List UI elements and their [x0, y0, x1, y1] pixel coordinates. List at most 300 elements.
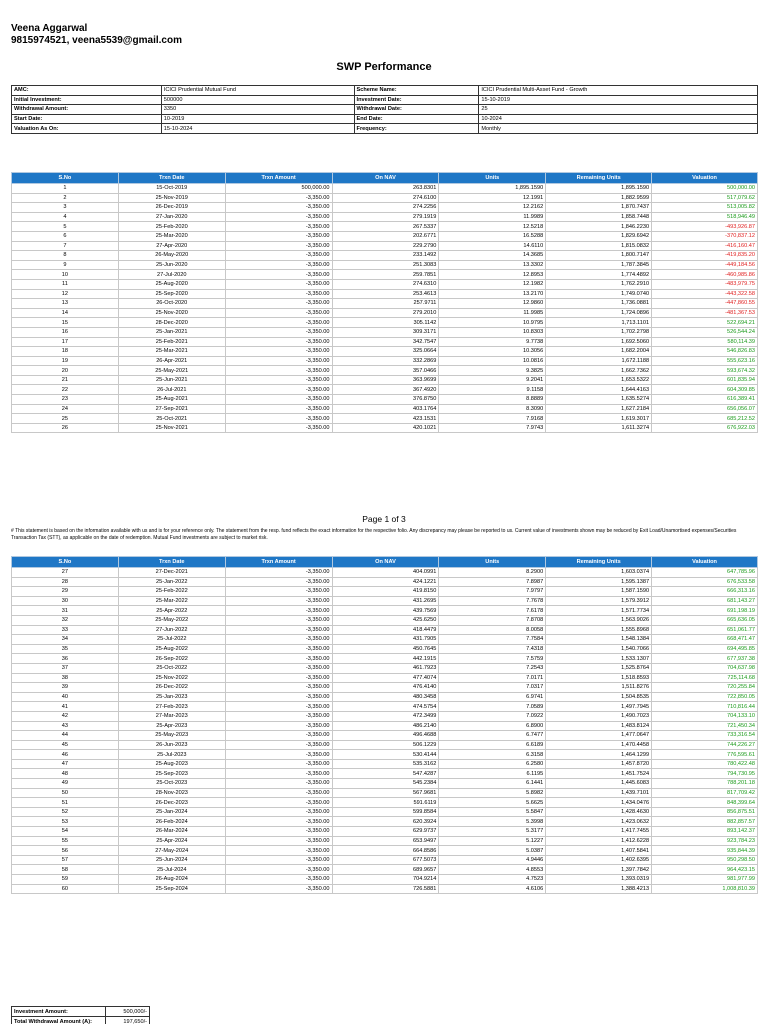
units-cell: 12.8953: [439, 270, 546, 280]
remaining-units-cell: 1,611.3274: [546, 423, 652, 433]
sno-cell: 45: [12, 740, 119, 750]
sno-cell: 32: [12, 615, 119, 625]
valuation-cell: 676,922.03: [652, 423, 758, 433]
sno-cell: 16: [12, 327, 119, 337]
units-cell: 5.5847: [439, 807, 546, 817]
units-cell: 7.5759: [439, 654, 546, 664]
trxn-amount-cell: -3,350.00: [225, 779, 332, 789]
info-label: Investment Date:: [354, 95, 479, 105]
trxn-amount-cell: -3,350.00: [225, 251, 332, 261]
nav-cell: 476.4140: [332, 683, 439, 693]
summary-label: Investment Amount:: [12, 1007, 106, 1017]
remaining-units-cell: 1,692.5060: [546, 337, 652, 347]
units-cell: 6.3158: [439, 750, 546, 760]
remaining-units-cell: 1,423.0632: [546, 817, 652, 827]
remaining-units-cell: 1,548.1384: [546, 635, 652, 645]
units-cell: 6.1195: [439, 769, 546, 779]
units-cell: 7.8708: [439, 615, 546, 625]
units-cell: 7.0317: [439, 683, 546, 693]
trxn-date-cell: 25-Feb-2020: [118, 222, 225, 232]
valuation-cell: 593,674.32: [652, 366, 758, 376]
trxn-date-cell: 15-Oct-2019: [118, 184, 225, 194]
trxn-amount-cell: -3,350.00: [225, 385, 332, 395]
nav-cell: 461.7923: [332, 663, 439, 673]
trxn-date-cell: 25-Aug-2021: [118, 395, 225, 405]
info-label: Frequency:: [354, 124, 479, 134]
remaining-units-cell: 1,504.8535: [546, 692, 652, 702]
units-cell: 6.6189: [439, 740, 546, 750]
units-cell: 9.3825: [439, 366, 546, 376]
column-header: Trxn Amount: [225, 173, 332, 184]
trxn-amount-cell: -3,350.00: [225, 395, 332, 405]
trxn-amount-cell: -3,350.00: [225, 759, 332, 769]
sno-cell: 52: [12, 807, 119, 817]
trxn-date-cell: 25-Nov-2022: [118, 673, 225, 683]
sno-cell: 42: [12, 711, 119, 721]
valuation-cell: 580,114.39: [652, 337, 758, 347]
nav-cell: 274.2256: [332, 203, 439, 213]
sno-cell: 43: [12, 721, 119, 731]
units-cell: 11.9989: [439, 212, 546, 222]
remaining-units-cell: 1,518.8593: [546, 673, 652, 683]
nav-cell: 545.2384: [332, 779, 439, 789]
remaining-units-cell: 1,445.6083: [546, 779, 652, 789]
valuation-cell: 704,637.98: [652, 663, 758, 673]
valuation-cell: -481,367.53: [652, 308, 758, 318]
nav-cell: 403.1764: [332, 404, 439, 414]
column-header: Trxn Date: [118, 557, 225, 568]
trxn-date-cell: 25-Apr-2024: [118, 836, 225, 846]
trxn-amount-cell: -3,350.00: [225, 596, 332, 606]
units-cell: 7.2543: [439, 663, 546, 673]
trxn-date-cell: 27-Mar-2023: [118, 711, 225, 721]
valuation-cell: 676,533.58: [652, 577, 758, 587]
valuation-cell: 733,316.54: [652, 731, 758, 741]
table-row: [12, 587, 758, 597]
remaining-units-cell: 1,662.7362: [546, 366, 652, 376]
transactions-table-page-2: [11, 556, 758, 894]
sno-cell: 55: [12, 836, 119, 846]
units-cell: 4.8553: [439, 865, 546, 875]
sno-cell: 37: [12, 663, 119, 673]
units-cell: 1,895.1590: [439, 184, 546, 194]
trxn-amount-cell: -3,350.00: [225, 193, 332, 203]
trxn-date-cell: 25-Jan-2023: [118, 692, 225, 702]
table-row: [12, 817, 758, 827]
sno-cell: 44: [12, 731, 119, 741]
remaining-units-cell: 1,858.7448: [546, 212, 652, 222]
nav-cell: 376.8750: [332, 395, 439, 405]
table-row: [12, 423, 758, 433]
nav-cell: 404.0991: [332, 568, 439, 578]
trxn-amount-cell: -3,350.00: [225, 423, 332, 433]
column-header: Valuation: [652, 173, 758, 184]
sno-cell: 8: [12, 251, 119, 261]
units-cell: 7.0589: [439, 702, 546, 712]
remaining-units-cell: 1,540.7066: [546, 644, 652, 654]
valuation-cell: 694,495.85: [652, 644, 758, 654]
table-row: [12, 615, 758, 625]
table-row: [12, 673, 758, 683]
valuation-cell: 710,816.44: [652, 702, 758, 712]
trxn-amount-cell: -3,350.00: [225, 855, 332, 865]
trxn-amount-cell: -3,350.00: [225, 865, 332, 875]
sno-cell: 17: [12, 337, 119, 347]
trxn-amount-cell: -3,350.00: [225, 587, 332, 597]
table-row: [12, 865, 758, 875]
trxn-amount-cell: -3,350.00: [225, 212, 332, 222]
table-row: [12, 289, 758, 299]
trxn-amount-cell: -3,350.00: [225, 375, 332, 385]
valuation-cell: 893,142.37: [652, 827, 758, 837]
table-row: [12, 251, 758, 261]
nav-cell: 431.2695: [332, 596, 439, 606]
nav-cell: 279.1919: [332, 212, 439, 222]
valuation-cell: 681,143.27: [652, 596, 758, 606]
trxn-amount-cell: -3,350.00: [225, 414, 332, 424]
table-row: [12, 875, 758, 885]
nav-cell: 477.4074: [332, 673, 439, 683]
valuation-cell: 656,056.07: [652, 404, 758, 414]
trxn-date-cell: 25-Nov-2020: [118, 308, 225, 318]
info-label: Scheme Name:: [354, 86, 479, 96]
trxn-date-cell: 25-Nov-2021: [118, 423, 225, 433]
trxn-date-cell: 25-May-2023: [118, 731, 225, 741]
trxn-amount-cell: -3,350.00: [225, 279, 332, 289]
trxn-date-cell: 25-Oct-2021: [118, 414, 225, 424]
remaining-units-cell: 1,672.1188: [546, 356, 652, 366]
units-cell: 4.9446: [439, 855, 546, 865]
sno-cell: 47: [12, 759, 119, 769]
trxn-date-cell: 27-Jun-2022: [118, 625, 225, 635]
remaining-units-cell: 1,713.1101: [546, 318, 652, 328]
units-cell: 5.0387: [439, 846, 546, 856]
nav-cell: 535.3162: [332, 759, 439, 769]
units-cell: 10.0816: [439, 356, 546, 366]
nav-cell: 439.7569: [332, 606, 439, 616]
table-row: [12, 644, 758, 654]
remaining-units-cell: 1,736.0881: [546, 299, 652, 309]
sno-cell: 53: [12, 817, 119, 827]
remaining-units-cell: 1,464.1299: [546, 750, 652, 760]
table-row: [12, 222, 758, 232]
trxn-amount-cell: 500,000.00: [225, 184, 332, 194]
valuation-cell: 722,850.05: [652, 692, 758, 702]
info-row: [12, 86, 758, 96]
units-cell: 12.9860: [439, 299, 546, 309]
remaining-units-cell: 1,579.3912: [546, 596, 652, 606]
valuation-cell: -447,860.55: [652, 299, 758, 309]
trxn-amount-cell: -3,350.00: [225, 875, 332, 885]
table-row: [12, 846, 758, 856]
sno-cell: 50: [12, 788, 119, 798]
table-row: [12, 711, 758, 721]
info-label: AMC:: [12, 86, 162, 96]
trxn-date-cell: 25-Jul-2023: [118, 750, 225, 760]
table-row: [12, 702, 758, 712]
info-label: End Date:: [354, 114, 479, 124]
trxn-amount-cell: -3,350.00: [225, 836, 332, 846]
info-label: Withdrawal Amount:: [12, 105, 162, 115]
units-cell: 7.7584: [439, 635, 546, 645]
valuation-cell: 604,309.85: [652, 385, 758, 395]
remaining-units-cell: 1,533.1307: [546, 654, 652, 664]
sno-cell: 26: [12, 423, 119, 433]
units-cell: 9.2041: [439, 375, 546, 385]
trxn-date-cell: 25-Sep-2024: [118, 884, 225, 894]
remaining-units-cell: 1,815.0832: [546, 241, 652, 251]
trxn-amount-cell: -3,350.00: [225, 692, 332, 702]
remaining-units-cell: 1,800.7147: [546, 251, 652, 261]
page-title: SWP Performance: [336, 61, 432, 73]
nav-cell: 332.2869: [332, 356, 439, 366]
sno-cell: 59: [12, 875, 119, 885]
sno-cell: 25: [12, 414, 119, 424]
trxn-date-cell: 26-Aug-2024: [118, 875, 225, 885]
column-header: Units: [439, 173, 546, 184]
trxn-amount-cell: -3,350.00: [225, 203, 332, 213]
sno-cell: 54: [12, 827, 119, 837]
table-row: [12, 327, 758, 337]
nav-cell: 325.0664: [332, 347, 439, 357]
sno-cell: 40: [12, 692, 119, 702]
units-cell: 6.8900: [439, 721, 546, 731]
sno-cell: 9: [12, 260, 119, 270]
summary-table: [11, 1006, 150, 1024]
summary-label: Total Withdrawal Amount (A):: [12, 1017, 106, 1024]
remaining-units-cell: 1,477.0647: [546, 731, 652, 741]
units-cell: 8.3090: [439, 404, 546, 414]
remaining-units-cell: 1,882.9599: [546, 193, 652, 203]
table-row: [12, 683, 758, 693]
summary-row: [12, 1017, 150, 1024]
remaining-units-cell: 1,787.3845: [546, 260, 652, 270]
valuation-cell: 500,000.00: [652, 184, 758, 194]
sno-cell: 13: [12, 299, 119, 309]
trxn-date-cell: 25-Mar-2022: [118, 596, 225, 606]
info-label: Initial Investment:: [12, 95, 162, 105]
trxn-date-cell: 25-Sep-2020: [118, 289, 225, 299]
table-row: [12, 299, 758, 309]
nav-cell: 257.9711: [332, 299, 439, 309]
table-row: [12, 750, 758, 760]
nav-cell: 620.3924: [332, 817, 439, 827]
sno-cell: 11: [12, 279, 119, 289]
info-row: [12, 95, 758, 105]
nav-cell: 704.9214: [332, 875, 439, 885]
sno-cell: 60: [12, 884, 119, 894]
table-row: [12, 212, 758, 222]
trxn-amount-cell: -3,350.00: [225, 683, 332, 693]
nav-cell: 599.8584: [332, 807, 439, 817]
trxn-date-cell: 25-Apr-2023: [118, 721, 225, 731]
nav-cell: 506.1229: [332, 740, 439, 750]
nav-cell: 480.3458: [332, 692, 439, 702]
remaining-units-cell: 1,724.0896: [546, 308, 652, 318]
trxn-amount-cell: -3,350.00: [225, 327, 332, 337]
table-row: [12, 318, 758, 328]
trxn-amount-cell: -3,350.00: [225, 270, 332, 280]
remaining-units-cell: 1,653.5322: [546, 375, 652, 385]
sno-cell: 3: [12, 203, 119, 213]
units-cell: 5.3998: [439, 817, 546, 827]
valuation-cell: -483,979.75: [652, 279, 758, 289]
units-cell: 4.6106: [439, 884, 546, 894]
valuation-cell: 788,201.18: [652, 779, 758, 789]
trxn-date-cell: 26-Jul-2021: [118, 385, 225, 395]
info-value: 15-10-2024: [161, 124, 354, 134]
valuation-cell: 950,298.50: [652, 855, 758, 865]
valuation-cell: 981,977.99: [652, 875, 758, 885]
trxn-amount-cell: -3,350.00: [225, 673, 332, 683]
remaining-units-cell: 1,417.7455: [546, 827, 652, 837]
units-cell: 7.8987: [439, 577, 546, 587]
sno-cell: 57: [12, 855, 119, 865]
trxn-amount-cell: -3,350.00: [225, 577, 332, 587]
nav-cell: 496.4688: [332, 731, 439, 741]
trxn-amount-cell: -3,350.00: [225, 663, 332, 673]
table-row: [12, 692, 758, 702]
remaining-units-cell: 1,774.4892: [546, 270, 652, 280]
trxn-amount-cell: -3,350.00: [225, 731, 332, 741]
info-value: ICICI Prudential Multi-Asset Fund - Growth: [479, 86, 758, 96]
sno-cell: 51: [12, 798, 119, 808]
units-cell: 12.1982: [439, 279, 546, 289]
table-row: [12, 663, 758, 673]
units-cell: 10.9795: [439, 318, 546, 328]
trxn-date-cell: 25-Oct-2023: [118, 779, 225, 789]
remaining-units-cell: 1,603.0374: [546, 568, 652, 578]
sno-cell: 58: [12, 865, 119, 875]
sno-cell: 19: [12, 356, 119, 366]
trxn-date-cell: 25-Jul-2024: [118, 865, 225, 875]
valuation-cell: -460,985.86: [652, 270, 758, 280]
remaining-units-cell: 1,470.4458: [546, 740, 652, 750]
trxn-amount-cell: -3,350.00: [225, 654, 332, 664]
nav-cell: 726.5881: [332, 884, 439, 894]
table-row: [12, 414, 758, 424]
trxn-date-cell: 26-Dec-2023: [118, 798, 225, 808]
valuation-cell: 677,937.38: [652, 654, 758, 664]
nav-cell: 591.6119: [332, 798, 439, 808]
remaining-units-cell: 1,490.7023: [546, 711, 652, 721]
valuation-cell: 526,544.24: [652, 327, 758, 337]
table-row: [12, 731, 758, 741]
nav-cell: 419.8150: [332, 587, 439, 597]
trxn-date-cell: 25-Nov-2019: [118, 193, 225, 203]
info-row: [12, 124, 758, 134]
trxn-amount-cell: -3,350.00: [225, 827, 332, 837]
remaining-units-cell: 1,846.2230: [546, 222, 652, 232]
remaining-units-cell: 1,895.1590: [546, 184, 652, 194]
info-value: ICICI Prudential Mutual Fund: [161, 86, 354, 96]
column-header: Units: [439, 557, 546, 568]
trxn-date-cell: 25-Jun-2021: [118, 375, 225, 385]
units-cell: 14.6110: [439, 241, 546, 251]
trxn-date-cell: 25-Jul-2022: [118, 635, 225, 645]
remaining-units-cell: 1,497.7945: [546, 702, 652, 712]
units-cell: 6.2580: [439, 759, 546, 769]
remaining-units-cell: 1,627.2184: [546, 404, 652, 414]
trxn-date-cell: 25-Aug-2023: [118, 759, 225, 769]
trxn-date-cell: 25-Jun-2020: [118, 260, 225, 270]
trxn-date-cell: 25-Jun-2024: [118, 855, 225, 865]
units-cell: 11.9985: [439, 308, 546, 318]
valuation-cell: 720,255.84: [652, 683, 758, 693]
units-cell: 6.7477: [439, 731, 546, 741]
nav-cell: 263.8301: [332, 184, 439, 194]
trxn-amount-cell: -3,350.00: [225, 807, 332, 817]
trxn-amount-cell: -3,350.00: [225, 260, 332, 270]
table-header-row: [12, 173, 758, 184]
trxn-amount-cell: -3,350.00: [225, 884, 332, 894]
nav-cell: 202.6771: [332, 231, 439, 241]
trxn-amount-cell: -3,350.00: [225, 241, 332, 251]
remaining-units-cell: 1,511.8276: [546, 683, 652, 693]
trxn-date-cell: 27-May-2024: [118, 846, 225, 856]
units-cell: 5.1227: [439, 836, 546, 846]
trxn-date-cell: 25-Aug-2022: [118, 644, 225, 654]
valuation-cell: -443,322.58: [652, 289, 758, 299]
sno-cell: 4: [12, 212, 119, 222]
nav-cell: 629.9737: [332, 827, 439, 837]
nav-cell: 418.4479: [332, 625, 439, 635]
column-header: On NAV: [332, 557, 439, 568]
nav-cell: 253.4613: [332, 289, 439, 299]
transactions-table-page-1: [11, 172, 758, 433]
valuation-cell: 856,875.51: [652, 807, 758, 817]
sno-cell: 38: [12, 673, 119, 683]
table-row: [12, 884, 758, 894]
units-cell: 8.0058: [439, 625, 546, 635]
trxn-date-cell: 26-Jun-2023: [118, 740, 225, 750]
trxn-amount-cell: -3,350.00: [225, 318, 332, 328]
table-row: [12, 231, 758, 241]
nav-cell: 472.3499: [332, 711, 439, 721]
remaining-units-cell: 1,619.3017: [546, 414, 652, 424]
table-row: [12, 404, 758, 414]
valuation-cell: 668,471.47: [652, 635, 758, 645]
units-cell: 13.3302: [439, 260, 546, 270]
table-row: [12, 184, 758, 194]
valuation-cell: 882,857.57: [652, 817, 758, 827]
remaining-units-cell: 1,525.8764: [546, 663, 652, 673]
remaining-units-cell: 1,595.1387: [546, 577, 652, 587]
valuation-cell: -370,837.12: [652, 231, 758, 241]
sno-cell: 49: [12, 779, 119, 789]
sno-cell: 46: [12, 750, 119, 760]
summary-row: [12, 1007, 150, 1017]
nav-cell: 567.9681: [332, 788, 439, 798]
sno-cell: 10: [12, 270, 119, 280]
table-row: [12, 260, 758, 270]
units-cell: 8.2900: [439, 568, 546, 578]
table-row: [12, 769, 758, 779]
sno-cell: 30: [12, 596, 119, 606]
remaining-units-cell: 1,402.6395: [546, 855, 652, 865]
trxn-amount-cell: -3,350.00: [225, 740, 332, 750]
valuation-cell: 555,623.16: [652, 356, 758, 366]
nav-cell: 431.7905: [332, 635, 439, 645]
table-row: [12, 193, 758, 203]
trxn-amount-cell: -3,350.00: [225, 635, 332, 645]
summary-value: 197,650/-: [106, 1017, 150, 1024]
table-row: [12, 347, 758, 357]
trxn-date-cell: 25-Sep-2023: [118, 769, 225, 779]
valuation-cell: 522,694.21: [652, 318, 758, 328]
table-row: [12, 759, 758, 769]
info-label: Withdrawal Date:: [354, 105, 479, 115]
